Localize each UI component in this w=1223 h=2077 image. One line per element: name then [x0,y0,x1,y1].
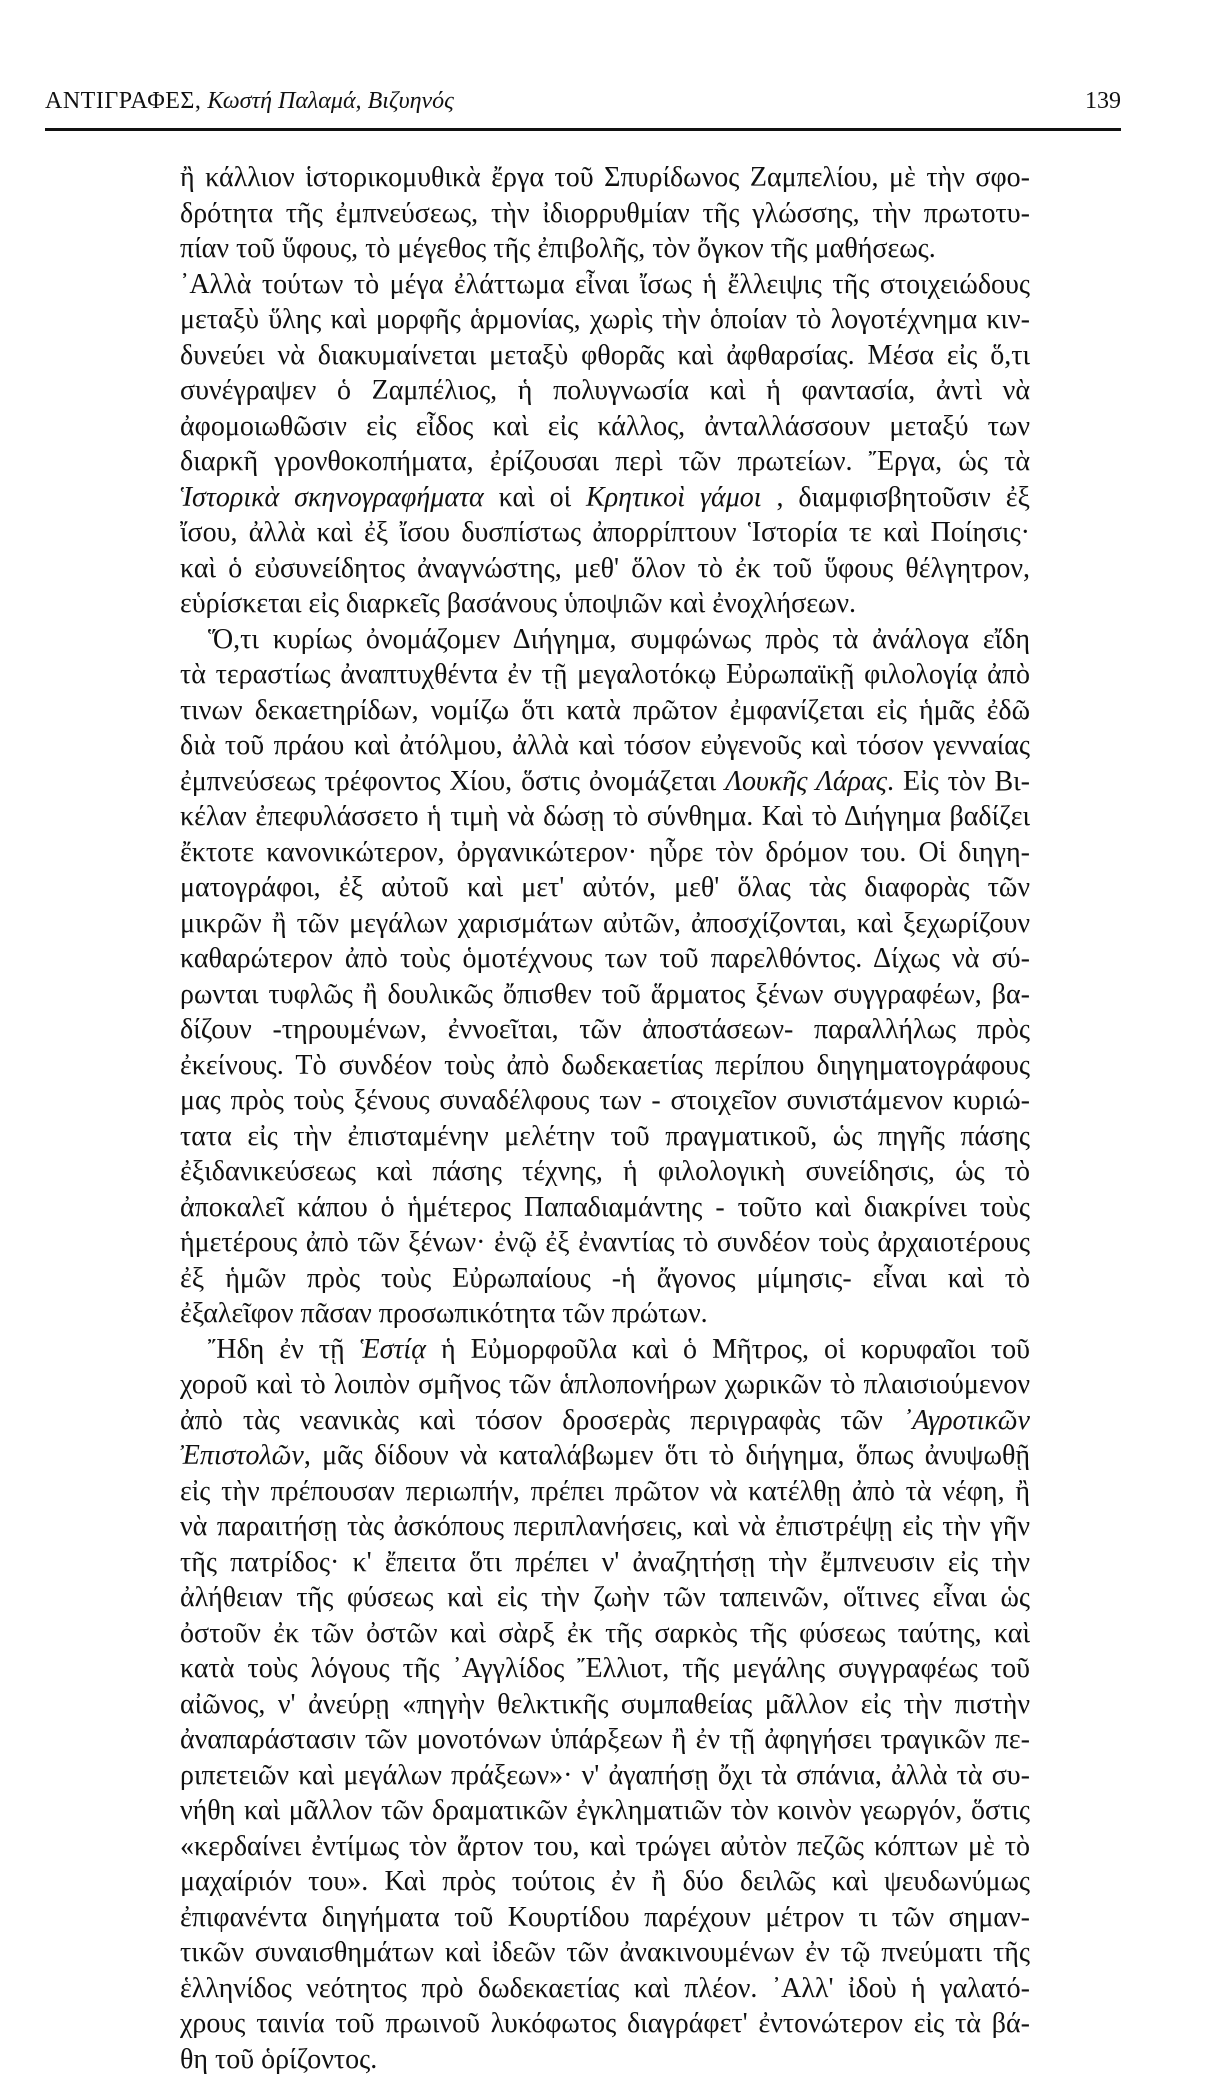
italic-title: Ἑστίᾳ [360,1334,426,1365]
text-line: καθαρώτερον ἀπὸ τοὺς ὁμοτέχνους των τοῦ παρελθόντος. Δίχως νὰ σύ- [180,941,1030,977]
text-line: ἔκτοτε κανονικώτερον, ὀργανικώτερον· ηὗρε τὸν δρόμον του. Οἱ διηγη- [180,835,1030,871]
text-line: ἐκείνους. Τὸ συνδέον τοὺς ἀπὸ δωδεκαετίας περίπου διηγηματογράφους [180,1048,1030,1084]
text-segment: ἀπὸ τὰς νεανικὰς καὶ τόσον δροσερὰς περιγραφὰς τῶν [180,1405,903,1436]
text-segment: , διαμφισβητοῦσιν ἐξ [762,482,1030,513]
text-line: ἑλληνίδος νεότητος πρὸ δωδεκαετίας καὶ πλέον. ᾿Αλλ' ἰδοὺ ἡ γαλατό- [180,1971,1030,2007]
text-line: δρότητα τῆς ἐμπνεύσεως, τὴν ἰδιορρυθμίαν τῆς γλώσσης, τὴν πρωτοτυ- [180,196,1030,232]
italic-title: Λουκῆς Λάρας [725,766,887,797]
running-head [45,82,1121,120]
text-segment: ἡ Εὐμορφοῦλα καὶ ὁ Μῆτρος, οἱ κορυφαῖοι τοῦ [426,1334,1030,1365]
text-line: εἰς τὴν πρέπουσαν περιωπήν, πρέπει πρῶτον νὰ κατέλθῃ ἀπὸ τὰ νέφη, ἢ [180,1474,1030,1510]
text-line [180,480,1030,516]
book-title: ΑΝΤΙΓΡΑΦΕΣ, [45,88,201,114]
text-line: χρους ταινία τοῦ πρωινοῦ λυκόφωτος διαγράφετ' ἐντονώτερον εἰς τὰ βά- [180,2006,1030,2042]
work-title: Βιζυηνός [368,88,454,114]
text-line: κατὰ τοὺς λόγους τῆς ᾿Αγγλίδος Ἔλλιοτ, τῆς μεγάλης συγγραφέως τοῦ [180,1651,1030,1687]
text-line: ἀλήθειαν τῆς φύσεως καὶ εἰς τὴν ζωὴν τῶν ταπεινῶν, οἵτινες εἶναι ὡς [180,1580,1030,1616]
author-name: Κωστή Παλαμά, [207,88,361,114]
text-line: ματογράφοι, ἐξ αὐτοῦ καὶ μετ' αὐτόν, μεθ' ὅλας τὰς διαφορὰς τῶν [180,870,1030,906]
text-line: τικῶν συναισθημάτων καὶ ἰδεῶν τῶν ἀνακινουμένων ἐν τῷ πνεύματι τῆς [180,1935,1030,1971]
text-line: ρωνται τυφλῶς ἢ δουλικῶς ὄπισθεν τοῦ ἅρματος ξένων συγγραφέων, βα- [180,977,1030,1013]
text-line: αἰῶνος, ν' ἀνεύρῃ «πηγὴν θελκτικῆς συμπαθείας μᾶλλον εἰς τὴν πιστὴν [180,1687,1030,1723]
text-line: ᾿Αλλὰ τούτων τὸ μέγα ἐλάττωμα εἶναι ἴσως ἡ ἔλλειψις τῆς στοιχειώδους [180,267,1030,303]
text-line: τὰ τεραστίως ἀναπτυχθέντα ἐν τῇ μεγαλοτόκῳ Εὐρωπαϊκῇ φιλολογίᾳ ἀπὸ [180,657,1030,693]
italic-title: ᾿Αγροτικῶν [903,1405,1030,1436]
text-line: δυνεύει νὰ διακυμαίνεται μεταξὺ φθορᾶς καὶ ἀφθαρσίας. Μέσα εἰς ὅ,τι [180,338,1030,374]
italic-title: Ἐπιστολῶν [180,1440,304,1471]
text-segment: καὶ οἱ [484,482,586,513]
header-rule [45,128,1121,131]
body-text [180,160,1030,2077]
text-line: χοροῦ καὶ τὸ λοιπὸν σμῆνος τῶν ἁπλοπονήρων χωρικῶν τὸ πλαισιούμενον [180,1367,1030,1403]
text-line: ἐξαλεῖφον πᾶσαν προσωπικότητα τῶν πρώτων. [180,1296,1030,1332]
text-line [180,1332,1030,1368]
text-line: ἐπιφανέντα διηγήματα τοῦ Κουρτίδου παρέχουν μέτρον τι τῶν σημαν- [180,1900,1030,1936]
text-line: ὀστοῦν ἐκ τῶν ὀστῶν καὶ σὰρξ ἐκ τῆς σαρκὸς τῆς φύσεως ταύτης, καὶ [180,1616,1030,1652]
text-segment: , μᾶς δίδουν νὰ καταλάβωμεν ὅτι τὸ διήγημα, ὅπως ἀνυψωθῇ [304,1440,1030,1471]
text-line: μας πρὸς τοὺς ξένους συναδέλφους των - στοιχεῖον συνιστάμενον κυριώ- [180,1083,1030,1119]
text-line: ἀποκαλεῖ κάπου ὁ ἡμέτερος Παπαδιαμάντης - τοῦτο καὶ διακρίνει τοὺς [180,1190,1030,1226]
text-line: διὰ τοῦ πράου καὶ ἀτόλμου, ἀλλὰ καὶ τόσον εὐγενοῦς καὶ τόσον γενναίας [180,728,1030,764]
text-line: καὶ ὁ εὐσυνείδητος ἀναγνώστης, μεθ' ὅλον τὸ ἐκ τοῦ ὕφους θέλγητρον, [180,551,1030,587]
text-line: ριπετειῶν καὶ μεγάλων πράξεων»· ν' ἀγαπήσῃ ὄχι τὰ σπάνια, ἀλλὰ τὰ συ- [180,1758,1030,1794]
text-line: ἢ κάλλιον ἱστορικομυθικὰ ἔργα τοῦ Σπυρίδωνος Ζαμπελίου, μὲ τὴν σφο- [180,160,1030,196]
text-line: συνέγραψεν ὁ Ζαμπέλιος, ἡ πολυγνωσία καὶ ἡ φαντασία, ἀντὶ νὰ [180,373,1030,409]
text-line: θη τοῦ ὁρίζοντος. [180,2042,1030,2077]
text-line: πίαν τοῦ ὕφους, τὸ μέγεθος τῆς ἐπιβολῆς, τὸν ὄγκον τῆς μαθήσεως. [180,231,1030,267]
text-line [180,764,1030,800]
text-line: δίζουν -τηρουμένων, ἐννοεῖται, τῶν ἀποστάσεων- παραλλήλως πρὸς [180,1012,1030,1048]
text-line: τινων δεκαετηρίδων, νομίζω ὅτι κατὰ πρῶτον ἐμφανίζεται εἰς ἡμᾶς ἐδῶ [180,693,1030,729]
text-line: «κερδαίνει ἐντίμως τὸν ἄρτον του, καὶ τρώγει αὐτὸν πεζῶς κόπτων μὲ τὸ [180,1829,1030,1865]
text-line: ἀφομοιωθῶσιν εἰς εἶδος καὶ εἰς κάλλος, ἀνταλλάσσουν μεταξύ των [180,409,1030,445]
text-line: ἐξ ἡμῶν πρὸς τοὺς Εὐρωπαίους -ἡ ἄγονος μίμησις- εἶναι καὶ τὸ [180,1261,1030,1297]
text-line: ἐξιδανικεύσεως καὶ πάσης τέχνης, ἡ φιλολογικὴ συνείδησις, ὡς τὸ [180,1154,1030,1190]
text-segment: Ἤδη ἐν τῇ [208,1334,360,1365]
page-number: 139 [1085,82,1121,120]
text-line: εὑρίσκεται εἰς διαρκεῖς βασάνους ὑποψιῶν καὶ ἐνοχλήσεων. [180,586,1030,622]
text-line [180,1438,1030,1474]
text-line: Ὅ,τι κυρίως ὀνομάζομεν Διήγημα, συμφώνως πρὸς τὰ ἀνάλογα εἴδη [180,622,1030,658]
text-line: μεταξὺ ὕλης καὶ μορφῆς ἁρμονίας, χωρὶς τὴν ὁποίαν τὸ λογοτέχνημα κιν- [180,302,1030,338]
text-line: ἡμετέρους ἀπὸ τῶν ξένων· ἐνῷ ἐξ ἐναντίας τὸ συνδέον τοὺς ἀρχαιοτέρους [180,1225,1030,1261]
text-line: ἴσου, ἀλλὰ καὶ ἐξ ἴσου δυσπίστως ἀπορρίπτουν Ἱστορία τε καὶ Ποίησις· [180,515,1030,551]
text-line: ἀναπαράστασιν τῶν μονοτόνων ὑπάρξεων ἢ ἐν τῇ ἀφηγήσει τραγικῶν πε- [180,1722,1030,1758]
text-segment: ἐμπνεύσεως τρέφοντος Χίου, ὅστις ὀνομάζεται [180,766,725,797]
text-line: τατα εἰς τὴν ἐπισταμένην μελέτην τοῦ πραγματικοῦ, ὡς πηγῆς πάσης [180,1119,1030,1155]
text-line: νὰ παραιτήσῃ τὰς ἀσκόπους περιπλανήσεις, καὶ νὰ ἐπιστρέψῃ εἰς τὴν γῆν [180,1509,1030,1545]
text-line: διαρκῆ γρονθοκοπήματα, ἐρίζουσαι περὶ τῶν πρωτείων. Ἔργα, ὡς τὰ [180,444,1030,480]
italic-title: Κρητικοὶ γάμοι [586,482,762,513]
text-line: μαχαίριόν του». Καὶ πρὸς τούτοις ἐν ἢ δύο δειλῶς καὶ ψευδωνύμως [180,1864,1030,1900]
text-line [180,1403,1030,1439]
text-segment: . Εἰς τὸν Βι- [887,766,1030,797]
text-line: νήθη καὶ μᾶλλον τῶν δραματικῶν ἐγκληματιῶν τὸν κοινὸν γεωργόν, ὅστις [180,1793,1030,1829]
text-line: τῆς πατρίδος· κ' ἔπειτα ὅτι πρέπει ν' ἀναζητήσῃ τὴν ἔμπνευσιν εἰς τὴν [180,1545,1030,1581]
text-line: μικρῶν ἢ τῶν μεγάλων χαρισμάτων αὐτῶν, ἀποσχίζονται, καὶ ξεχωρίζουν [180,906,1030,942]
italic-title: Ἱστορικὰ σκηνογραφήματα [180,482,484,513]
text-line: κέλαν ἐπεφυλάσσετο ἡ τιμὴ νὰ δώσῃ τὸ σύνθημα. Καὶ τὸ Διήγημα βαδίζει [180,799,1030,835]
